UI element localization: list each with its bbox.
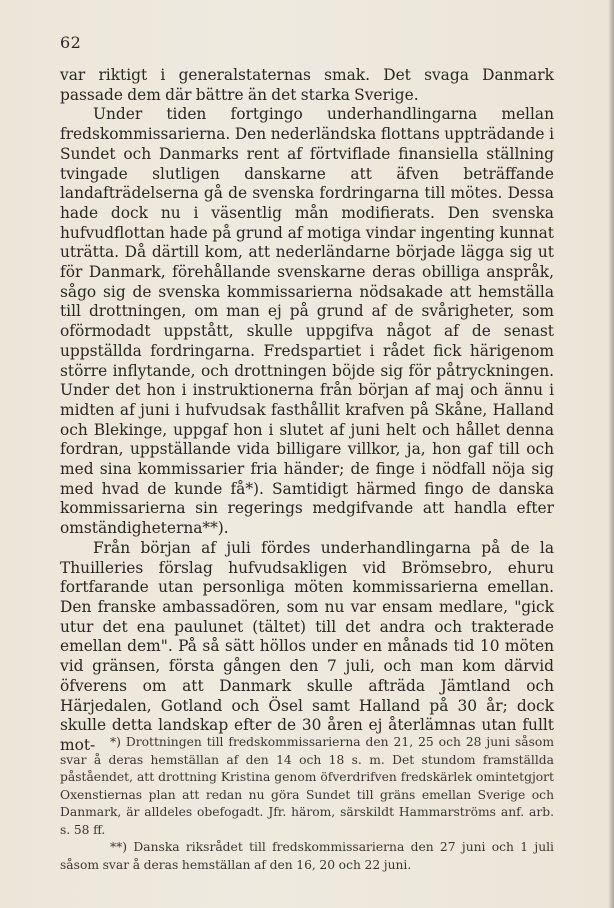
body-text <box>60 66 554 756</box>
page-edge-shadow <box>608 0 614 908</box>
paragraph-2: Under tiden fortgingo underhandlingarna mellan fredskommissarierna. Den nederländska flottans uppträdande i Sundet och Danmarks rent af förtviflade finansiella ställning tvingade slutligen danskarne att äfven beträffande landafträdelserna gå de svenska fordringarna till mötes. Dessa hade dock nu i väsentlig mån modifierats. Den svenska hufvudflottan hade på grund af motiga vindar ingenting kunnat uträtta. Då därtill kom, att nederländarne började lägga sig ut för Danmark, förehållande svenskarne deras obilliga anspråk, sågo sig de svenska kommissarierna nödsakade att hemställa till drottningen, om man ej på grund af de svårigheter, som oförmodadt uppstått, skulle uppgifva något af de senast uppställda fordringarna. Fredspartiet i rådet fick härigenom större inflytande, och drottningen böjde sig för påtryckningen. Under det hon i instruktionerna från början af maj och ännu i midten af juni i hufvudsak fasthållit krafven på Skåne, Halland och Blekinge, uppgaf hon i slutet af juni helt och hållet denna fordran, uppställande vida billigare villkor, ja, hon gaf till och med sina kommissarier fria händer; de finge i nödfall nöja sig med hvad de kunde få*). Samtidigt härmed fingo de danska kommissarierna sin regerings medgifvande att handla efter omständigheterna**). <box>60 105 554 538</box>
paragraph-1: var riktigt i generalstaternas smak. Det svaga Danmark passade dem där bättre än det starka Sverige. <box>60 66 554 104</box>
footnote-1: *) Drottningen till fredskommissarierna den 21, 25 och 28 juni såsom svar å deras hemställan af den 14 och 18 s. m. Det stundom framställda påståendet, att drottning Kristina genom öfverdrifven fredskärlek omintetgjort Oxenstiernas plan att redan nu göra Sundet till gräns emellan Sverige och Danmark, är alldeles obefogadt. Jfr. härom, särskildt Hammarströms anf. arb. s. 58 ff. <box>60 735 554 837</box>
footnotes <box>60 734 554 874</box>
page-number: 62 <box>60 33 82 52</box>
paragraph-3: Från början af juli fördes underhandlingarna på de la Thuilleries förslag hufvudsakligen vid Brömsebro, ehuru fortfarande utan personliga möten kommissarierna emellan. Den franske ambassadören, som nu var ensam medlare, "gick utur det ena paulunet (tältet) till det andra och trakterade emellan dem". På så sätt höllos under en månads tid 10 möten vid gränsen, första gången den 7 juli, och man kom därvid öfverens om att Danmark skulle afträda Jämtland och Härjedalen, Gotland och Ösel samt Halland på 30 år; dock skulle detta landskap efter de 30 åren ej återlämnas utan fullt mot- <box>60 538 554 754</box>
footnote-2: **) Danska riksrådet till fredskommissarierna den 27 juni och 1 juli såsom svar å deras hemställan af den 16, 20 och 22 juni. <box>60 840 554 872</box>
